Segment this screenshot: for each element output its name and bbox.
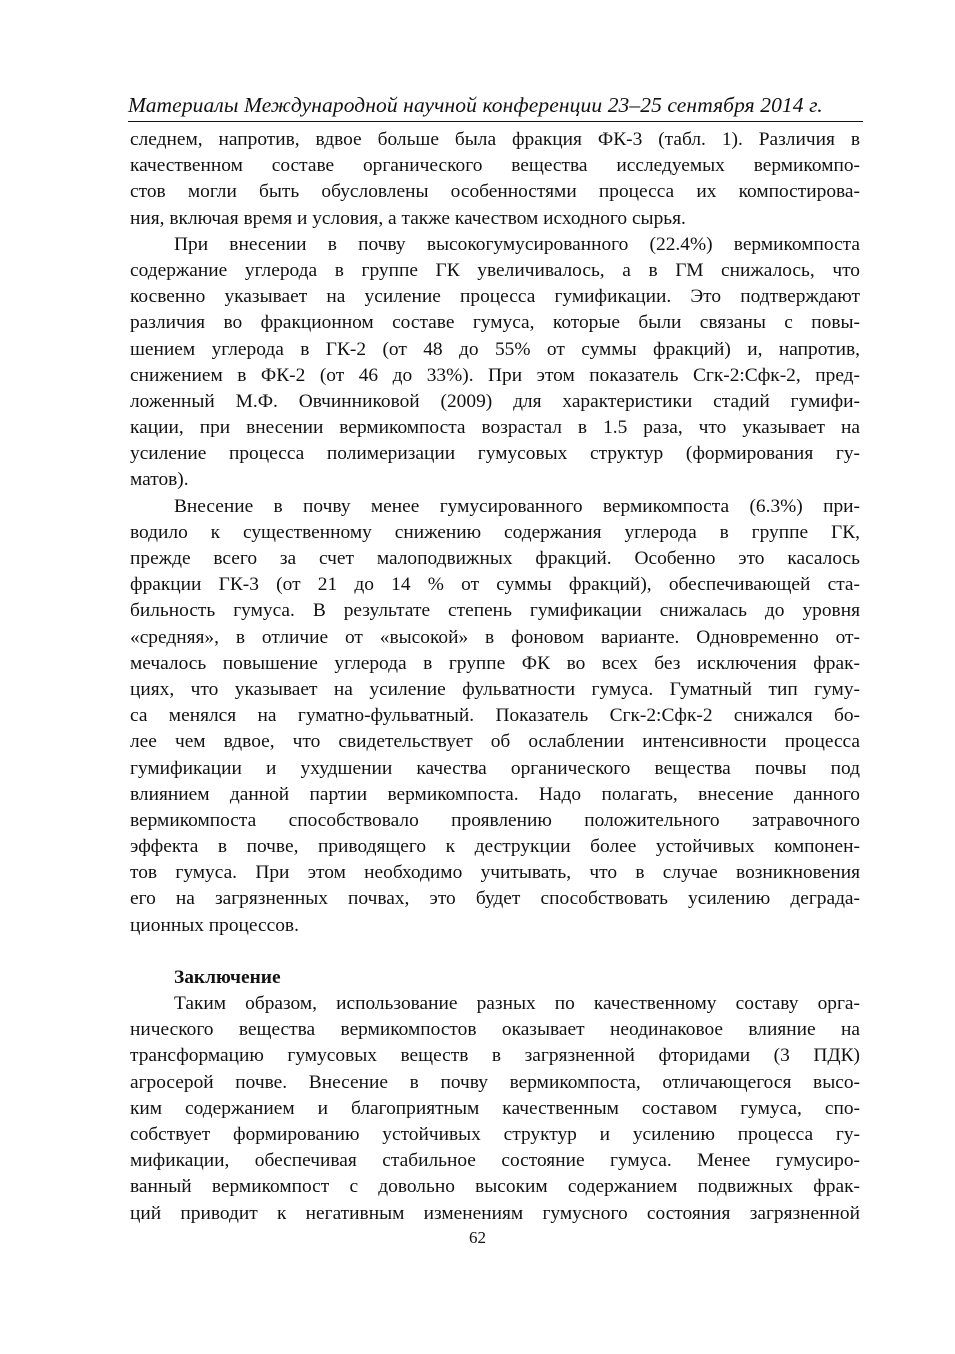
text-line: мификации, обеспечивая стабильное состояние гумуса. Менее гумусиро- (130, 1150, 860, 1172)
text-line: ционных процессов. (130, 914, 299, 936)
text-line: лее чем вдвое, что свидетельствует об ослаблении интенсивности процесса (130, 731, 860, 753)
section-heading: Заключение (174, 966, 281, 988)
text-line: усиление процесса полимеризации гумусовых структур (формирования гу- (130, 443, 860, 465)
text-line: качественном составе органического вещества исследуемых вермикомпо- (130, 155, 860, 177)
text-line: шением углерода в ГК-2 (от 48 до 55% от суммы фракций) и, напротив, (130, 338, 860, 360)
text-line: различия во фракционном составе гумуса, которые были связаны с повы- (130, 312, 860, 334)
text-line: тов гумуса. При этом необходимо учитывать, что в случае возникновения (130, 862, 860, 884)
text-line: эффекта в почве, приводящего к деструкции более устойчивых компонен- (130, 836, 860, 858)
section-gap (130, 939, 860, 965)
text-line: ния, включая время и условия, а также качеством исходного сырья. (130, 207, 686, 229)
text-line: кации, при внесении вермикомпоста возрастал в 1.5 раза, что указывает на (130, 417, 860, 439)
text-line: ций приводит к негативным изменениям гумусного состояния загрязненной (130, 1202, 860, 1224)
running-header: Материалы Международной научной конференции 23–25 сентября 2014 г. (128, 93, 823, 117)
text-line: При внесении в почву высокогумусированного (22.4%) вермикомпоста (174, 233, 860, 255)
text-line: косвенно указывает на усиление процесса гумификации. Это подтверждают (130, 286, 860, 308)
text-line: са менялся на гуматно-фульватный. Показатель Сгк-2:Сфк-2 снижался бо- (130, 705, 860, 727)
text-line: мечалось повышение углерода в группе ФК во всех без исключения фрак- (130, 652, 860, 674)
text-line: стов могли быть обусловлены особенностями процесса их компостирова- (130, 181, 860, 203)
text-line: прежде всего за счет малоподвижных фракций. Особенно это касалось (130, 548, 860, 569)
text-line: трансформацию гумусовых веществ в загрязненной фторидами (3 ПДК) (130, 1045, 860, 1067)
text-line: водило к существенному снижению содержания углерода в группе ГК, (130, 521, 860, 543)
text-line: циях, что указывает на усиление фульватности гумуса. Гуматный тип гуму- (130, 678, 860, 700)
text-line: ванный вермикомпост с довольно высоким содержанием подвижных фрак- (130, 1176, 860, 1198)
text-line: фракции ГК-3 (от 21 до 14 % от суммы фракций), обеспечивающей ста- (130, 574, 860, 596)
text-line: Внесение в почву менее гумусированного вермикомпоста (6.3%) при- (174, 495, 860, 517)
paragraph-3 (130, 494, 860, 939)
text-line: Таким образом, использование разных по качественному составу орга- (174, 993, 860, 1014)
text-line: снижением в ФК-2 (от 46 до 33%). При этом показатель Сгк-2:Сфк-2, пред- (130, 364, 860, 386)
text-line: его на загрязненных почвах, это будет способствовать усилению деграда- (130, 888, 860, 910)
text-line: следнем, напротив, вдвое больше была фракция ФК-3 (табл. 1). Различия в (130, 129, 860, 150)
text-line: собствует формированию устойчивых структур и усилению процесса гу- (130, 1123, 860, 1145)
text-line: «средняя», в отличие от «высокой» в фоновом варианте. Одновременно от- (130, 626, 860, 648)
page-number: 62 (469, 1228, 486, 1247)
text-line: ложенный М.Ф. Овчинниковой (2009) для характеристики стадий гумифи- (130, 390, 860, 412)
text-line: матов). (130, 469, 189, 491)
conclusion-paragraph (130, 991, 860, 1227)
text-line: вермикомпоста способствовало проявлению положительного затравочного (130, 809, 860, 831)
text-line: влиянием данной партии вермикомпоста. Надо полагать, внесение данного (130, 783, 860, 805)
paragraph-1 (130, 127, 860, 232)
text-line: агросерой почве. Внесение в почву вермикомпоста, отличающегося высо- (130, 1071, 860, 1093)
paragraph-2 (130, 232, 860, 494)
text-line: гумификации и ухудшении качества органического вещества почвы под (130, 757, 860, 779)
text-line: содержание углерода в группе ГК увеличивалось, а в ГМ снижалось, что (130, 259, 860, 281)
header-rule (128, 121, 863, 122)
text-line: бильность гумуса. В результате степень гумификации снижалась до уровня (130, 600, 860, 622)
page-body (130, 127, 860, 1227)
text-line: ким содержанием и благоприятным качественным составом гумуса, спо- (130, 1097, 860, 1119)
text-line: нического вещества вермикомпостов оказывает неодинаковое влияние на (130, 1019, 860, 1041)
